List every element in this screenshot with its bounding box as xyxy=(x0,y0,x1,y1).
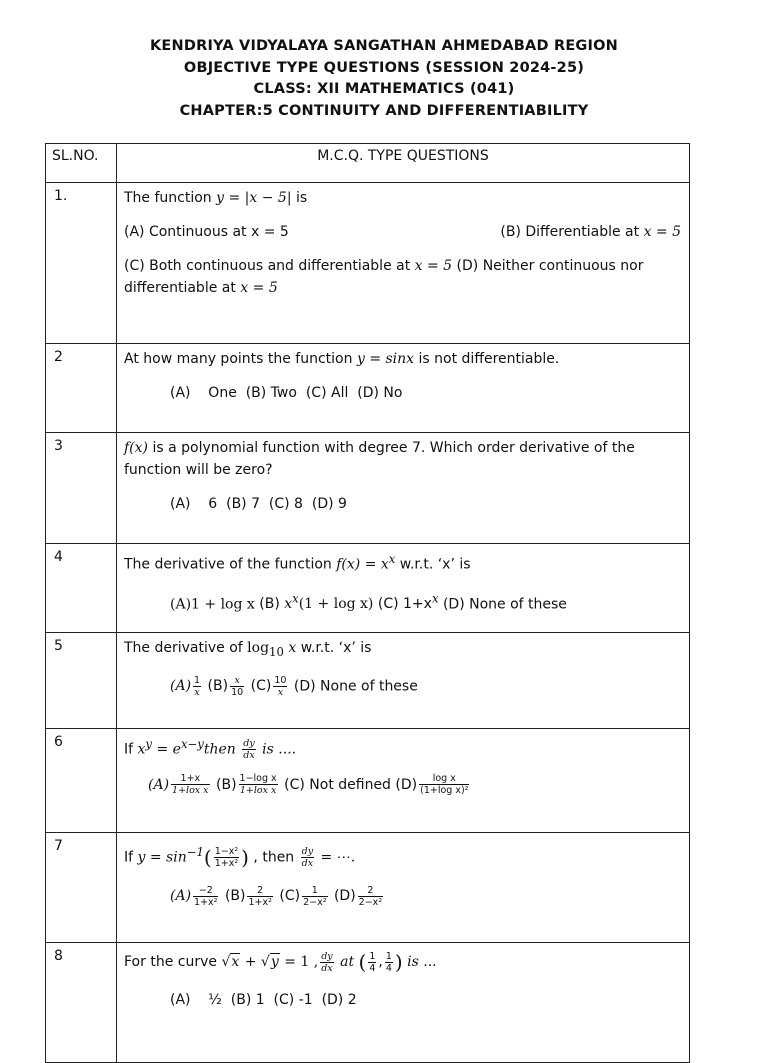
header-line-2: OBJECTIVE TYPE QUESTIONS (SESSION 2024-25) xyxy=(183,59,585,76)
option-a: (A)1 + log x xyxy=(170,596,255,613)
option-d: (D) Neither continuous nor differentiable at x = 5 xyxy=(124,258,644,296)
document-header xyxy=(0,36,768,122)
options-line xyxy=(124,255,681,299)
option-c: (C) $\frac{10}{x}$ xyxy=(250,674,287,698)
table-row xyxy=(46,344,690,433)
question-number: 8 xyxy=(46,943,117,1063)
question-number: 2 xyxy=(46,344,117,433)
options-line xyxy=(124,773,681,796)
option-a: (A) $\frac{-2}{\text{1+x²}}$ xyxy=(170,884,218,908)
question-number: 7 xyxy=(46,833,117,943)
header-line-4: CHAPTER:5 CONTINUITY AND DIFFERENTIABILITY xyxy=(179,102,589,119)
table-row xyxy=(46,729,690,833)
option-b: (B) $x^x(1 + \log x)$ xyxy=(259,591,374,613)
options-line xyxy=(124,885,681,908)
mcq-table xyxy=(45,143,690,1063)
question-cell xyxy=(117,344,690,433)
question-cell xyxy=(117,183,690,344)
table-row xyxy=(46,633,690,729)
table-row xyxy=(46,544,690,633)
table-row xyxy=(46,183,690,344)
question-number: 1. xyxy=(46,183,117,344)
question-stem: At how many points the function y = sinx is not differentiable. xyxy=(124,351,560,367)
table-row xyxy=(46,433,690,544)
options-line xyxy=(124,588,681,616)
option-d: (D) None of these xyxy=(293,678,418,695)
table-header-row xyxy=(46,144,690,183)
question-number: 6 xyxy=(46,729,117,833)
option-a: (A) Continuous at x = 5 xyxy=(124,224,289,240)
question-stem: f(x) is a polynomial function with degree 7. Which order derivative of the function will be zero? xyxy=(124,440,635,478)
question-cell xyxy=(117,433,690,544)
header-line-3: CLASS: XII MATHEMATICS (041) xyxy=(253,81,515,97)
option-a: (A) $\frac{1+x}{\text{1+lox x}}$ xyxy=(148,773,209,797)
option-c: (C) $\frac{1}{\text{2−x²}}$ xyxy=(279,884,327,908)
question-number: 4 xyxy=(46,544,117,633)
options-line: (A) One (B) Two (C) All (D) No xyxy=(170,385,403,401)
option-c: (C) Both continuous and differentiable at x = 5 xyxy=(124,258,453,274)
question-cell xyxy=(117,833,690,943)
option-d: (D) $\frac{2}{\text{2−x²}}$ xyxy=(333,884,383,908)
header-line-1: KENDRIYA VIDYALAYA SANGATHAN AHMEDABAD REGION xyxy=(149,38,618,54)
question-stem: If $x^y$ = $e^{x-y}then$ $\frac{dy}{dx}$ is .... xyxy=(124,737,297,762)
question-stem: The derivative of the function $f(x) = x^x$ w.r.t. ‘x’ is xyxy=(124,552,471,573)
question-cell xyxy=(117,544,690,633)
question-number: 5 xyxy=(46,633,117,729)
column-header-sl-no: SL.NO. xyxy=(46,144,117,183)
column-header-questions: M.C.Q. TYPE QUESTIONS xyxy=(117,144,690,183)
option-b: (B) $\frac{\text{1−log x}}{\text{1+lox x}}$ xyxy=(216,773,277,797)
question-cell xyxy=(117,729,690,833)
question-stem: For the curve √x + √y = 1 , $\frac{dy}{dx}$ at ( $\frac{1}{4}$ , $\frac{1}{4}$ ) is ... xyxy=(124,950,437,974)
question-stem: The function y = |x − 5| is xyxy=(124,190,308,206)
question-stem: The derivative of $\log_{10} x$ w.r.t. ‘x’ is xyxy=(124,640,372,659)
option-c: (C) $1+x^x$ xyxy=(377,591,439,613)
option-a: (A) $\frac{1}{x}$ xyxy=(170,674,201,698)
option-b: (B) $\frac{x}{10}$ xyxy=(207,674,244,698)
options-line: (A) ½ (B) 1 (C) -1 (D) 2 xyxy=(170,992,357,1008)
option-b: (B) Differentiable at x = 5 xyxy=(500,224,681,240)
options-line xyxy=(124,221,681,243)
options-line xyxy=(124,675,681,698)
options-line: (A) 6 (B) 7 (C) 8 (D) 9 xyxy=(170,496,347,512)
option-c-d: (C) Not defined (D) $\frac{\text{log x}}{\text{(1+log x)²}}$ xyxy=(284,773,469,797)
question-stem: If $y = \sin^{-1}$( $\frac{\text{1−x²}}{\text{1+x²}}$ ) , then $\frac{dy}{dx}$ = ⋯. xyxy=(124,845,356,870)
question-cell xyxy=(117,943,690,1063)
question-number: 3 xyxy=(46,433,117,544)
option-d: (D) None of these xyxy=(442,596,567,613)
question-cell xyxy=(117,633,690,729)
table-row xyxy=(46,833,690,943)
table-row xyxy=(46,943,690,1063)
option-b: (B) $\frac{2}{\text{1+x²}}$ xyxy=(224,884,272,908)
